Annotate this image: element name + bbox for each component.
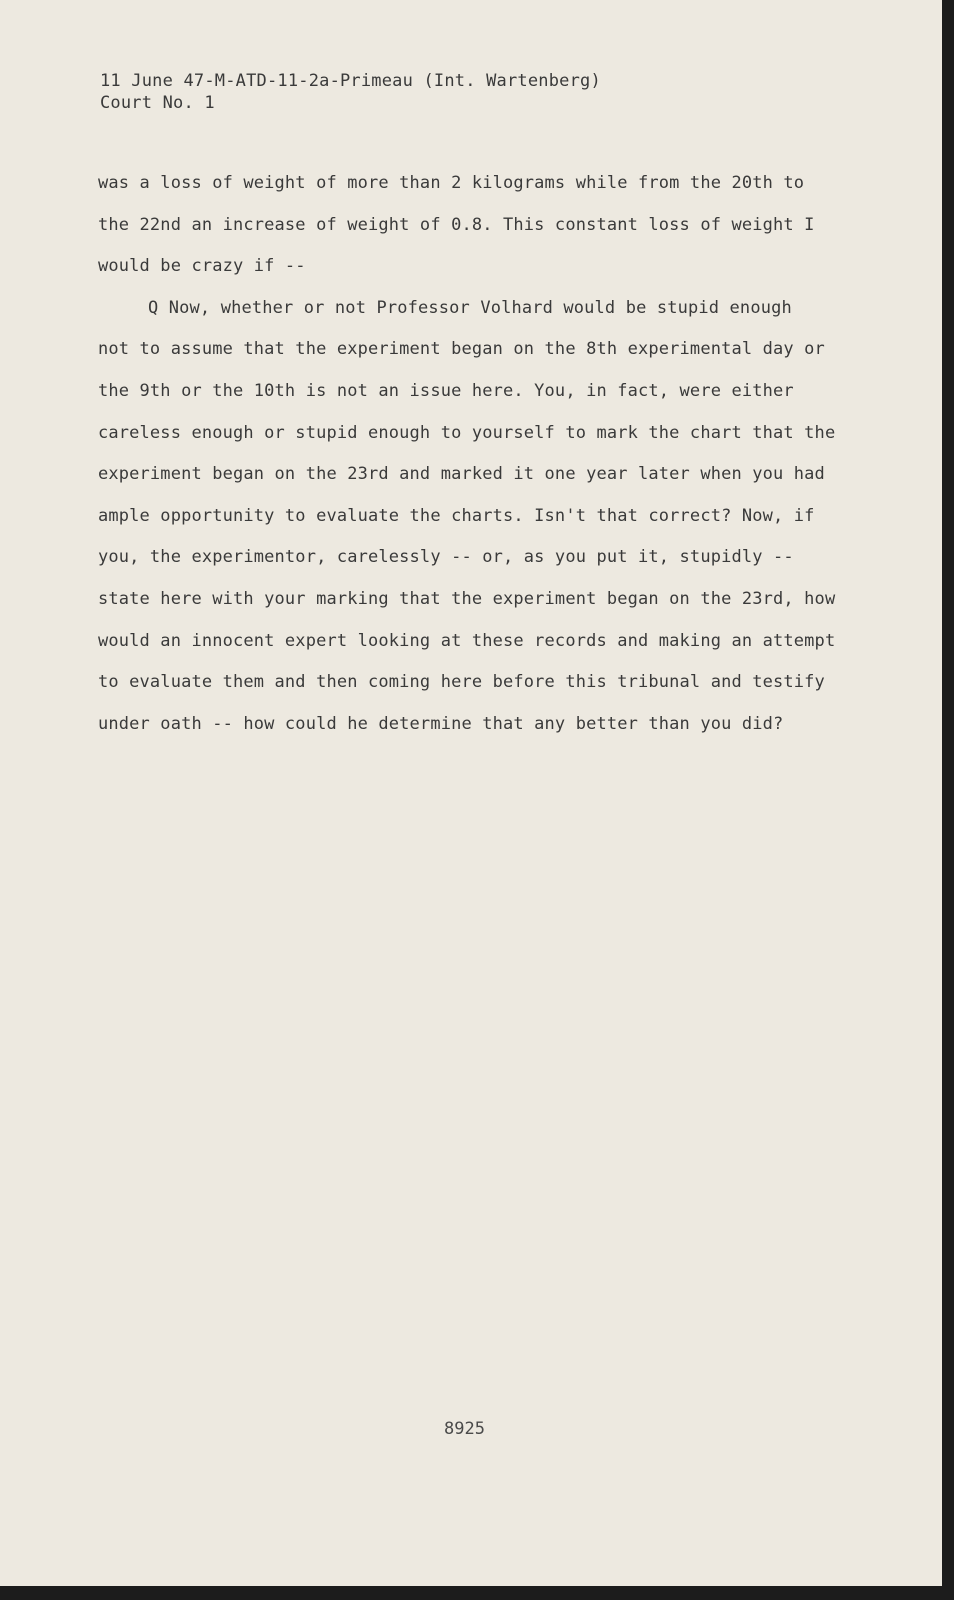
- body-line: to evaluate them and then coming here before this tribunal and testify: [98, 672, 825, 693]
- body-line: careless enough or stupid enough to yourself to mark the chart that the: [98, 422, 836, 443]
- document-header: [100, 70, 601, 114]
- body-line: was a loss of weight of more than 2 kilograms while from the 20th to: [98, 173, 805, 193]
- header-line-1: 11 June 47-M-ATD-11-2a-Primeau (Int. Wartenberg): [100, 71, 601, 91]
- body-line: experiment began on the 23rd and marked it one year later when you had: [98, 464, 825, 485]
- body-line: you, the experimentor, carelessly -- or, as you put it, stupidly --: [98, 547, 794, 568]
- header-line-2: Court No. 1: [100, 93, 215, 113]
- body-line: under oath -- how could he determine that any better than you did?: [98, 713, 784, 734]
- body-line: not to assume that the experiment began on the 8th experimental day or: [98, 339, 825, 360]
- body-line: the 9th or the 10th is not an issue here. You, in fact, were either: [98, 380, 794, 401]
- body-line: would be crazy if --: [98, 256, 306, 277]
- body-line: the 22nd an increase of weight of 0.8. This constant loss of weight I: [98, 214, 815, 235]
- transcript-body: [98, 172, 838, 754]
- question-line: Q Now, whether or not Professor Volhard would be stupid enough: [148, 297, 792, 318]
- body-line: ample opportunity to evaluate the charts. Isn't that correct? Now, if: [98, 505, 815, 526]
- body-line: state here with your marking that the experiment began on the 23rd, how: [98, 588, 836, 609]
- body-line: would an innocent expert looking at these records and making an attempt: [98, 630, 836, 651]
- page-number: 8925: [444, 1419, 485, 1439]
